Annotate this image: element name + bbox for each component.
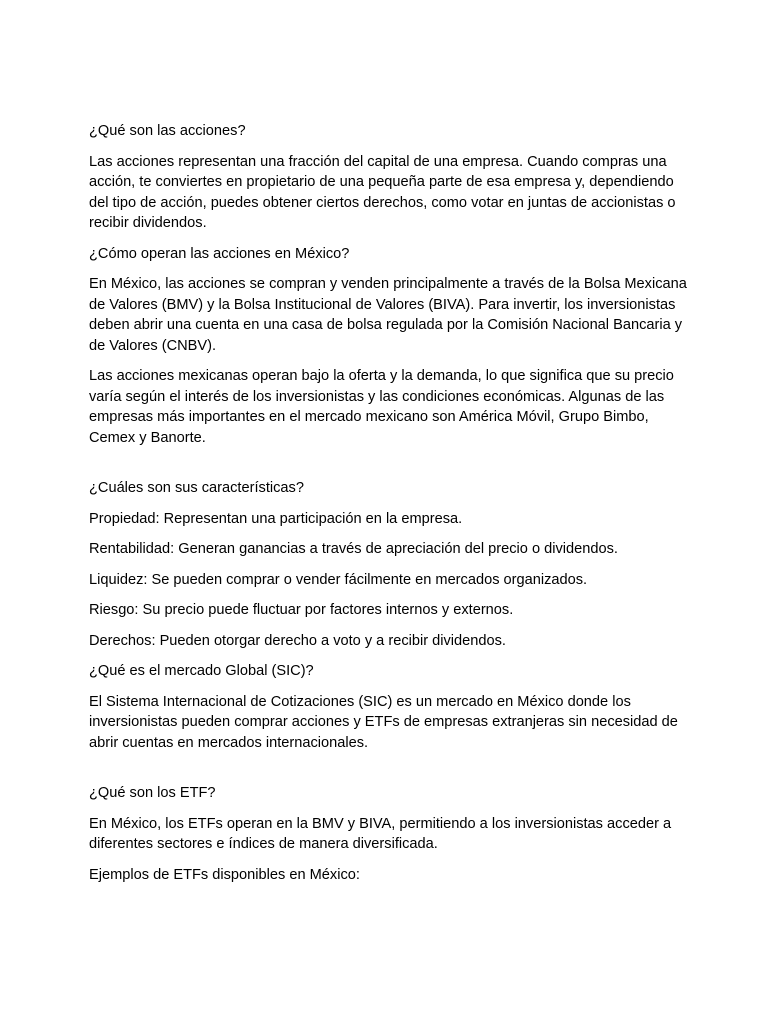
list-item-liquidez: Liquidez: Se pueden comprar o vender fácilmente en mercados organizados.	[89, 571, 588, 588]
list-item-propiedad: Propiedad: Representan una participación en la empresa.	[89, 510, 463, 527]
paragraph-oferta-demanda: Las acciones mexicanas operan bajo la oferta y la demanda, lo que significa que su precio varía según el interés de los inversionistas y las condiciones económicas. Algunas de las empresas más importantes en el mercado mexicano son América Móvil, Grupo Bimbo, Cemex y Banorte.	[89, 368, 674, 446]
heading-mercado-global-sic: ¿Qué es el mercado Global (SIC)?	[89, 663, 314, 679]
heading-que-son-acciones: ¿Qué son las acciones?	[89, 123, 246, 139]
paragraph-etf-mexico: En México, los ETFs operan en la BMV y BIVA, permitiendo a los inversionistas acceder a diferentes sectores e índices de manera diversificada.	[89, 815, 672, 852]
paragraph-ejemplos-etf: Ejemplos de ETFs disponibles en México:	[89, 866, 360, 883]
list-item-riesgo: Riesgo: Su precio puede fluctuar por factores internos y externos.	[89, 602, 514, 618]
heading-que-son-etf: ¿Qué son los ETF?	[89, 785, 216, 801]
blank-line	[89, 458, 689, 478]
blank-line	[89, 763, 689, 783]
paragraph-sic: El Sistema Internacional de Cotizaciones (SIC) es un mercado en México donde los inversionistas pueden comprar acciones y ETFs de empresas extranjeras sin necesidad de abrir cuentas en mercados internacionales.	[89, 693, 678, 751]
list-item-rentabilidad: Rentabilidad: Generan ganancias a través de apreciación del precio o dividendos.	[89, 541, 618, 557]
list-item-derechos: Derechos: Pueden otorgar derecho a voto y a recibir dividendos.	[89, 632, 506, 649]
heading-caracteristicas: ¿Cuáles son sus características?	[89, 480, 304, 496]
document-page	[89, 121, 689, 895]
heading-como-operan: ¿Cómo operan las acciones en México?	[89, 245, 350, 262]
paragraph-acciones-definicion: Las acciones representan una fracción del capital de una empresa. Cuando compras una acción, te conviertes en propietario de una pequeña parte de esa empresa y, dependiendo del tipo de acción, puedes obtener ciertos derechos, como votar en juntas de accionistas o recibir dividendos.	[89, 153, 676, 231]
paragraph-bolsas-mexico: En México, las acciones se compran y venden principalmente a través de la Bolsa Mexicana de Valores (BMV) y la Bolsa Institucional de Valores (BIVA). Para invertir, los inversionistas deben abrir una cuenta en una casa de bolsa regulada por la Comisión Nacional Bancaria y de Valores (CNBV).	[89, 276, 687, 354]
